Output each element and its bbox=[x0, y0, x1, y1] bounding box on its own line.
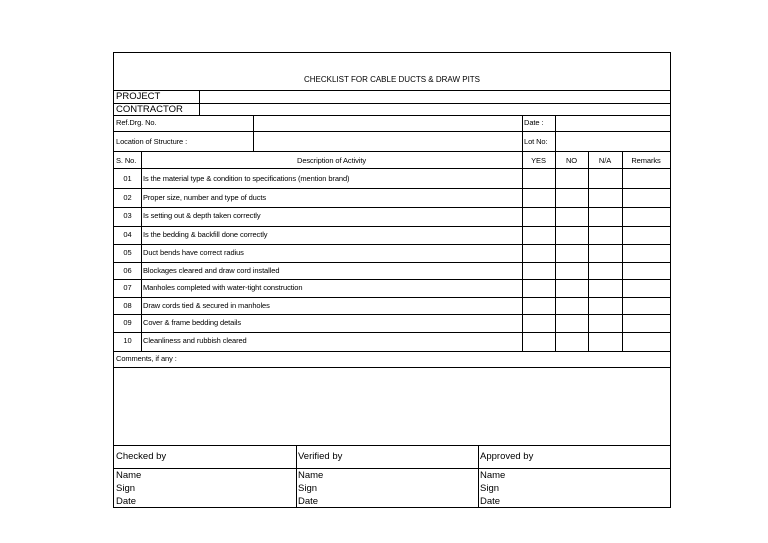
row-activity: Draw cords tied & secured in manholes bbox=[143, 301, 270, 310]
checked-sign-label: Sign bbox=[116, 483, 136, 494]
date-field[interactable] bbox=[556, 116, 670, 131]
col-remarks: Remarks bbox=[631, 156, 661, 165]
approved-sign-label: Sign bbox=[480, 483, 500, 494]
verified-name-label: Name bbox=[298, 470, 324, 481]
project-label: PROJECT bbox=[116, 91, 161, 102]
row-activity: Cleanliness and rubbish cleared bbox=[143, 336, 247, 345]
checked-date-label: Date bbox=[116, 496, 137, 507]
row-number: 01 bbox=[123, 174, 132, 183]
row-activity: Is the bedding & backfill done correctly bbox=[143, 230, 268, 239]
verified-date-label: Date bbox=[298, 496, 319, 507]
lot-no-label: Lot No: bbox=[524, 137, 548, 146]
approved-date-label: Date bbox=[480, 496, 501, 507]
project-field[interactable] bbox=[200, 91, 670, 103]
lot-no-field[interactable] bbox=[556, 132, 670, 151]
row-number: 04 bbox=[123, 230, 132, 239]
verified-sign-label: Sign bbox=[298, 483, 318, 494]
verified-by-label: Verified by bbox=[298, 451, 343, 462]
row-activity: Proper size, number and type of ducts bbox=[143, 193, 267, 202]
comments-area[interactable] bbox=[115, 368, 670, 445]
checklist-form bbox=[113, 52, 671, 508]
row-activity: Manholes completed with water-tight construction bbox=[143, 283, 303, 292]
ref-drg-field[interactable] bbox=[254, 116, 522, 131]
location-label: Location of Structure : bbox=[116, 137, 188, 146]
col-sno: S. No. bbox=[116, 156, 137, 165]
row-number: 08 bbox=[123, 301, 132, 310]
checked-by-label: Checked by bbox=[116, 451, 167, 462]
row-number: 02 bbox=[123, 193, 132, 202]
col-no: NO bbox=[565, 156, 578, 165]
row-number: 03 bbox=[123, 211, 132, 220]
row-activity: Is the material type & condition to specifications (mention brand) bbox=[143, 174, 350, 183]
row-activity: Blockages cleared and draw cord installed bbox=[143, 266, 280, 275]
col-yes: YES bbox=[531, 156, 546, 165]
comments-label: Comments, if any : bbox=[116, 354, 177, 363]
row-activity: Duct bends have correct radius bbox=[143, 248, 244, 257]
contractor-label: CONTRACTOR bbox=[116, 104, 183, 115]
checked-name-label: Name bbox=[116, 470, 142, 481]
approved-name-label: Name bbox=[480, 470, 506, 481]
col-na: N/A bbox=[598, 156, 612, 165]
ref-drg-label: Ref.Drg. No. bbox=[116, 118, 157, 127]
row-number: 06 bbox=[123, 266, 132, 275]
row-number: 07 bbox=[123, 283, 132, 292]
row-activity: Cover & frame bedding details bbox=[143, 318, 241, 327]
location-field[interactable] bbox=[254, 132, 522, 151]
form-title: CHECKLIST FOR CABLE DUCTS & DRAW PITS bbox=[303, 75, 481, 84]
row-number: 09 bbox=[123, 318, 132, 327]
row-number: 05 bbox=[123, 248, 132, 257]
col-description: Description of Activity bbox=[297, 156, 366, 165]
contractor-field[interactable] bbox=[200, 104, 670, 115]
date-label: Date : bbox=[524, 118, 544, 127]
approved-by-label: Approved by bbox=[480, 451, 534, 462]
row-number: 10 bbox=[123, 336, 132, 345]
row-activity: Is setting out & depth taken correctly bbox=[143, 211, 261, 220]
